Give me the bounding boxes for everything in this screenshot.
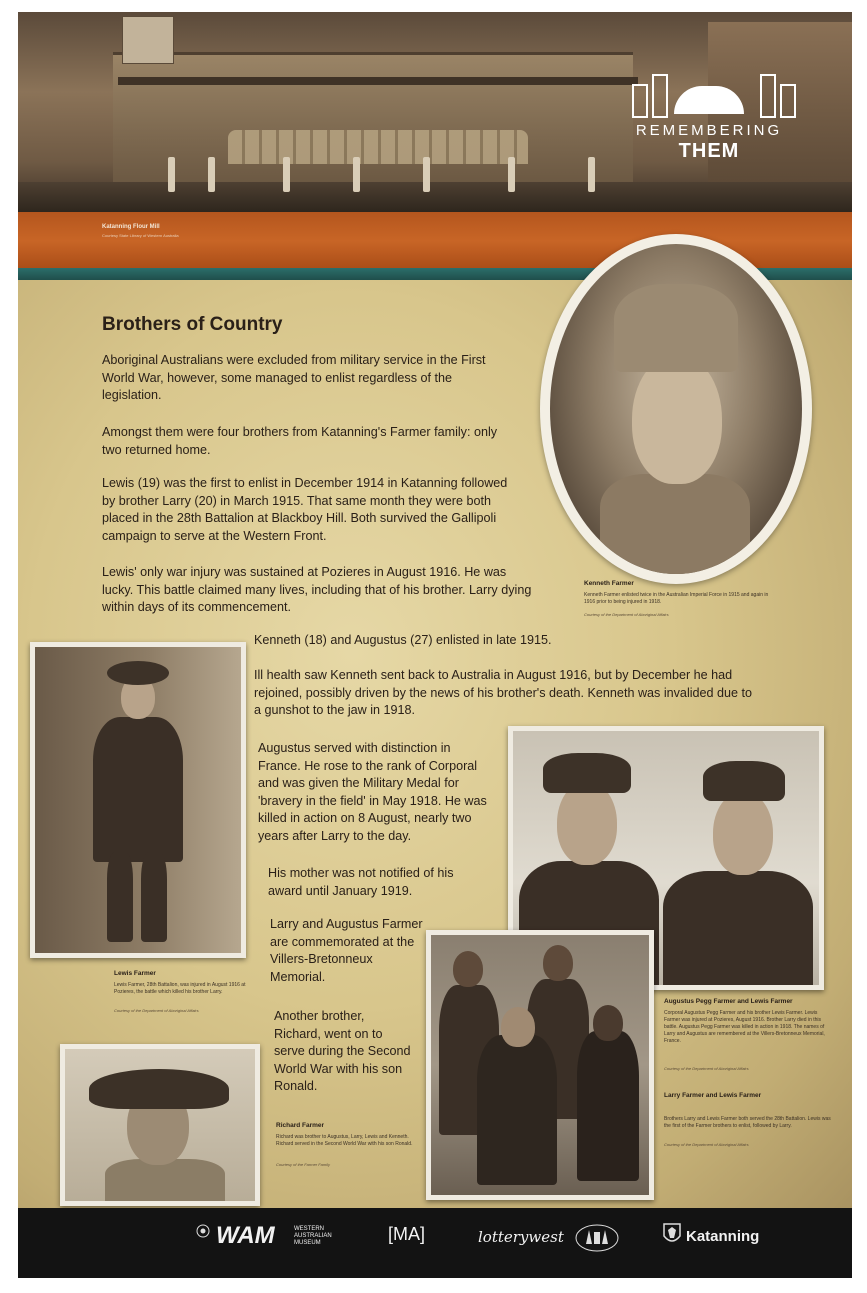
paragraph-7: Augustus served with distinction in France. He rose to the rank of Corporal and was given the Military Medal for 'bravery in the field' in May 1918. He was killed in action on 8 August, nearly two years after Larry to the day. [258, 741, 487, 843]
wam-logo: WAM [216, 1222, 275, 1249]
katanning-emblem-icon [662, 1222, 682, 1251]
paragraph-9: Larry and Augustus Farmer are commemorated at the Villers-Bretonneux Memorial. [270, 917, 423, 984]
augustus-lewis-caption-text: Corporal Augustus Pegg Farmer and his brother Lewis Farmer. Lewis Farmer was injured at Pozieres, August 1916. Brother Larry died in this battle. Augustus Pegg Farmer was killed in action in 1918. The names of Larry and Augustus are remembered at the Villers-Bretonneux Memorial, France. [664, 1010, 825, 1044]
street [18, 182, 852, 212]
paragraph-1: Aboriginal Australians were excluded from military service in the First World War, however, some managed to enlist regardless of the legislation. [102, 353, 486, 402]
kenneth-caption-text: Kenneth Farmer enlisted twice in the Australian Imperial Force in 1915 and again in 1916 prior to being injured in 1918. [584, 592, 769, 605]
hero-caption-credit: Courtesy State Library of Western Australia [102, 233, 179, 238]
lewis-caption-text: Lewis Farmer, 28th Battalion, was injured in August 1916 at Pozieres, the battle which killed his brother Larry. [114, 982, 246, 995]
kenneth-caption-credit: Courtesy of the Department of Aboriginal Affairs [584, 612, 669, 617]
remembering-them-logo [614, 64, 804, 174]
paragraph-5: Kenneth (18) and Augustus (27) enlisted in late 1915. [254, 633, 552, 647]
bollard [423, 157, 430, 192]
lotterywest-logo: lotterywest [478, 1228, 564, 1246]
memorial-panel [18, 12, 852, 1278]
flour-mill-photo [18, 12, 852, 212]
bollard [588, 157, 595, 192]
richard-caption-title: Richard Farmer [276, 1122, 325, 1129]
bollard [353, 157, 360, 192]
paragraph-6: Ill health saw Kenneth sent back to Australia in August 1916, but by December he had rejoined, possibly driven by the news of his brother's death. Kenneth was invalided due to a gunshot to the jaw in 1918. [254, 668, 753, 717]
farmer-family-photo [426, 930, 654, 1200]
wam-logo-text: WESTERN AUSTRALIAN MUSEUM [294, 1226, 332, 1246]
mill-building [113, 52, 633, 185]
bollard [508, 157, 515, 192]
lewis-caption-title: Lewis Farmer [114, 970, 156, 977]
logo-line-1: REMEMBERING [635, 122, 783, 139]
larry-lewis-caption-title: Larry Farmer and Lewis Farmer [664, 1092, 762, 1099]
coat-of-arms-icon [574, 1222, 620, 1257]
larry-lewis-caption-text: Brothers Larry and Lewis Farmer both served the 28th Battalion. Lewis was the first of the Farmer brothers to enlist, followed by Larry. [664, 1116, 831, 1129]
bollard [208, 157, 215, 192]
larry-lewis-caption-credit: Courtesy of the Department of Aboriginal Affairs [664, 1142, 749, 1147]
wa-emblem-icon [196, 1224, 210, 1243]
mill-sign [122, 16, 174, 64]
bollard [168, 157, 175, 192]
richard-farmer-photo [60, 1044, 260, 1206]
logo-line-2: THEM [678, 140, 740, 162]
paragraph-4: Lewis' only war injury was sustained at Pozieres in August 1916. He was lucky. This battle claimed many lives, including that of his brother. Larry dying within days of its commencement. [102, 565, 532, 614]
grain-bags [228, 130, 528, 164]
augustus-lewis-caption-title: Augustus Pegg Farmer and Lewis Farmer [664, 998, 793, 1005]
lewis-caption-credit: Courtesy of the Department of Aboriginal Affairs [114, 1008, 199, 1013]
lewis-farmer-photo [30, 642, 246, 958]
augustus-lewis-caption-credit: Courtesy of the Department of Aboriginal Affairs [664, 1066, 749, 1071]
richard-caption-credit: Courtesy of the Farmer Family [276, 1162, 331, 1167]
paragraph-8: His mother was not notified of his award until January 1919. [268, 866, 454, 898]
paragraph-10: Another brother, Richard, went on to serve during the Second World War with his son Ronald. [274, 1009, 411, 1093]
paragraph-2: Amongst them were four brothers from Katanning's Farmer family: only two returned home. [102, 425, 498, 457]
kenneth-caption-title: Kenneth Farmer [584, 580, 634, 587]
sponsor-footer [18, 1208, 852, 1278]
paragraph-3: Lewis (19) was the first to enlist in December 1914 in Katanning followed by brother Larry (20) in March 1915. That same month they were both placed in the 28th Battalion at Blackboy Hill. Both survived the Gallipoli campaign to serve at the Western Front. [102, 476, 508, 543]
katanning-logo: Katanning [686, 1228, 760, 1245]
mill-veranda [118, 77, 638, 85]
ma-logo: [MA] [388, 1224, 426, 1244]
bollard [283, 157, 290, 192]
hero-caption-title: Katanning Flour Mill [102, 224, 160, 230]
richard-caption-text: Richard was brother to Augustus, Larry, Lewis and Kenneth. Richard served in the Second World War with his son Ronald. [276, 1134, 413, 1147]
kenneth-portrait [550, 244, 802, 574]
page-title: Brothers of Country [102, 314, 283, 335]
